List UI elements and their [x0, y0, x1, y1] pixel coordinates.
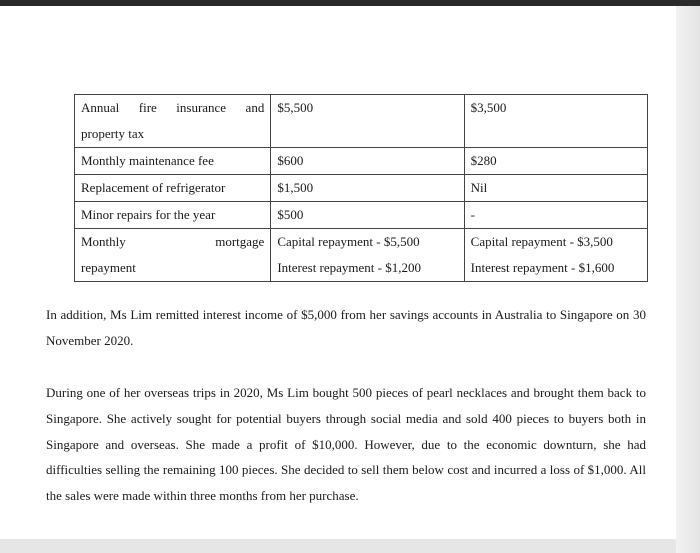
table-row [75, 202, 648, 229]
table-row [75, 229, 648, 282]
row-label-cell [75, 229, 271, 282]
row-label: Monthly maintenance fee [75, 148, 271, 175]
value-cell-b: $280 [464, 148, 647, 175]
right-edge-shadow [676, 6, 700, 553]
value-cell-a: $5,500 [271, 95, 464, 148]
row-label: Minor repairs for the year [75, 202, 271, 229]
row-label: Annual fire insurance and [81, 100, 265, 115]
value-cell-a [271, 229, 464, 282]
value-cell-b [464, 229, 647, 282]
row-label-cell [75, 95, 271, 148]
value-cell-b: Nil [464, 175, 647, 202]
capital-repayment-a: Capital repayment - $5,500 [277, 234, 420, 249]
table-row [75, 95, 648, 148]
value-cell-a: $1,500 [271, 175, 464, 202]
bottom-edge-shadow [0, 539, 676, 553]
paragraph-pearl-necklaces: During one of her overseas trips in 2020, Ms Lim bought 500 pieces of pearl necklaces and brought them back to Singapore. She actively sought for potential buyers through social media and sold 400 pieces to buyers both in Singapore and overseas. She made a profit of $10,000. However, due to the economic downturn, she had difficulties selling the remaining 100 pieces. She decided to sell them below cost and incurred a loss of $1,000. All the sales were made within three months from her purchase. [46, 385, 646, 504]
row-label: Replacement of refrigerator [75, 175, 271, 202]
interest-repayment-b: Interest repayment - $1,600 [470, 260, 615, 275]
capital-repayment-b: Capital repayment - $3,500 [470, 234, 613, 249]
cost-comparison-table [74, 94, 648, 282]
table-row [75, 148, 648, 175]
table-row [75, 175, 648, 202]
row-label-continued: repayment [81, 260, 136, 275]
value-cell-a: $500 [271, 202, 464, 229]
interest-repayment-a: Interest repayment - $1,200 [277, 260, 422, 275]
value-cell-a: $600 [271, 148, 464, 175]
row-label-continued: property tax [81, 126, 145, 141]
paragraph-remittance: In addition, Ms Lim remitted interest income of $5,000 from her savings accounts in Australia to Singapore on 30 November 2020. [46, 307, 646, 348]
value-cell-b: - [464, 202, 647, 229]
value-cell-b: $3,500 [464, 95, 647, 148]
row-label: Monthly mortgage [81, 234, 265, 249]
